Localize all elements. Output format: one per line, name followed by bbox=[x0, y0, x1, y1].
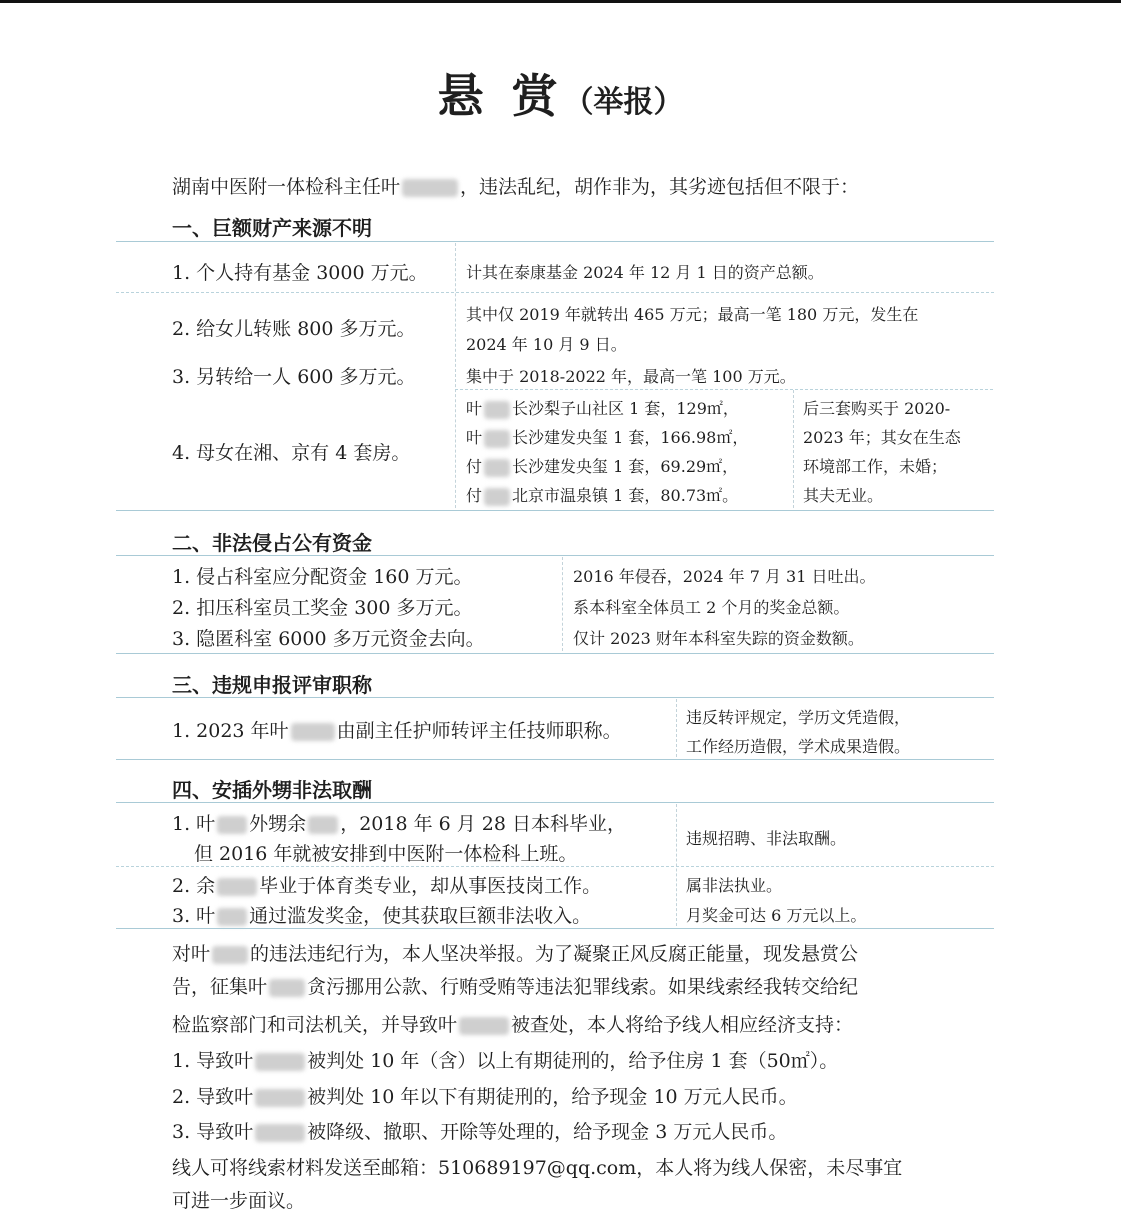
divider bbox=[116, 697, 994, 698]
redacted-name bbox=[212, 946, 248, 964]
divider bbox=[116, 510, 994, 511]
redacted-name bbox=[217, 816, 247, 834]
s1-item4-label: 4. 母女在湘、京有 4 套房。 bbox=[172, 442, 411, 464]
s3-detail: 违反转评规定，学历文凭造假， bbox=[686, 708, 911, 727]
divider bbox=[116, 802, 994, 803]
redacted-name bbox=[484, 488, 510, 506]
contact-line: 线人可将线索材料发送至邮箱：510689197@qq.com，本人将为线人保密，未尽事宜 bbox=[172, 1157, 903, 1179]
redacted-name bbox=[308, 816, 338, 834]
redacted-name bbox=[291, 723, 335, 741]
section1-heading: 一、巨额财产来源不明 bbox=[172, 216, 372, 240]
reward-line: 2. 导致叶 被判处 10 年以下有期徒刑的，给予现金 10 万元人民币。 bbox=[172, 1086, 798, 1108]
s1-item2-detail1: 其中仅 2019 年就转出 465 万元；最高一笔 180 万元，发生在 bbox=[466, 305, 919, 324]
property-note: 后三套购买于 2020- bbox=[803, 399, 951, 418]
closing-line: 检监察部门和司法机关，并导致叶 被查处，本人将给予线人相应经济支持： bbox=[172, 1014, 854, 1036]
reward-line: 1. 导致叶 被判处 10 年（含）以上有期徒刑的，给予住房 1 套（50㎡）。 bbox=[172, 1050, 839, 1072]
section4-heading: 四、安插外甥非法取酬 bbox=[172, 778, 372, 802]
s4-item1: 1. 叶 外甥余 ，2018 年 6 月 28 日本科毕业， bbox=[172, 813, 627, 835]
divider bbox=[116, 555, 994, 556]
redacted-name bbox=[484, 401, 510, 419]
property-row: 付 长沙建发央玺 1 套，69.29㎡， bbox=[466, 457, 739, 476]
s1-item1-label: 1. 个人持有基金 3000 万元。 bbox=[172, 262, 428, 284]
reward-line: 3. 导致叶 被降级、撤职、开除等处理的，给予现金 3 万元人民币。 bbox=[172, 1121, 788, 1143]
s1-item3-label: 3. 另转给一人 600 多万元。 bbox=[172, 366, 416, 388]
section2-heading: 二、非法侵占公有资金 bbox=[172, 531, 372, 555]
col-divider bbox=[793, 390, 794, 508]
intro-line: 湖南中医附一体检科主任叶 ，违法乱纪，胡作非为，其劣迹包括但不限于： bbox=[172, 176, 860, 198]
s4-detail: 属非法执业。 bbox=[686, 876, 783, 895]
row-divider bbox=[116, 292, 994, 293]
divider bbox=[116, 928, 994, 929]
property-note: 其夫无业。 bbox=[803, 486, 884, 505]
closing-line: 对叶 的违法违纪行为，本人坚决举报。为了凝聚正风反腐正能量，现发悬赏公 bbox=[172, 943, 859, 965]
redacted-name bbox=[269, 979, 305, 997]
s4-item2: 2. 余 毕业于体育类专业，却从事医技岗工作。 bbox=[172, 875, 602, 897]
redacted-name bbox=[217, 878, 257, 896]
divider bbox=[116, 759, 994, 760]
closing-line: 告，征集叶 贪污挪用公款、行贿受贿等违法犯罪线索。如果线索经我转交给纪 bbox=[172, 976, 859, 998]
s2-row-detail: 2016 年侵吞，2024 年 7 月 31 日吐出。 bbox=[573, 567, 876, 586]
title-sub: （举报） bbox=[563, 85, 684, 120]
top-border bbox=[0, 0, 1121, 3]
s2-row-detail: 系本科室全体员工 2 个月的奖金总额。 bbox=[573, 598, 850, 617]
redacted-name bbox=[255, 1124, 305, 1142]
s1-item1-detail: 计其在泰康基金 2024 年 12 月 1 日的资产总额。 bbox=[466, 263, 824, 282]
property-row: 付 北京市温泉镇 1 套，80.73㎡。 bbox=[466, 486, 739, 505]
s4-item1-line2: 但 2016 年就被安排到中医附一体检科上班。 bbox=[194, 843, 578, 865]
s1-item2-label: 2. 给女儿转账 800 多万元。 bbox=[172, 318, 416, 340]
redacted-name bbox=[484, 459, 510, 477]
property-row: 叶 长沙建发央玺 1 套，166.98㎡， bbox=[466, 428, 749, 447]
divider bbox=[116, 241, 994, 242]
s4-item3: 3. 叶 通过滥发奖金，使其获取巨额非法收入。 bbox=[172, 905, 592, 927]
redacted-name bbox=[255, 1089, 305, 1107]
page-title bbox=[0, 60, 1121, 126]
s1-item2-detail2: 2024 年 10 月 9 日。 bbox=[466, 335, 627, 354]
col-divider bbox=[562, 557, 563, 651]
redacted-name bbox=[459, 1017, 509, 1035]
s2-row-label: 2. 扣压科室员工奖金 300 多万元。 bbox=[172, 597, 473, 619]
redacted-name bbox=[402, 179, 458, 197]
s4-detail: 违规招聘、非法取酬。 bbox=[686, 829, 847, 848]
s1-item3-detail: 集中于 2018-2022 年，最高一笔 100 万元。 bbox=[466, 367, 796, 386]
col-divider bbox=[676, 699, 677, 757]
redacted-name bbox=[255, 1053, 305, 1071]
row-divider bbox=[116, 866, 994, 867]
redacted-name bbox=[484, 430, 510, 448]
s3-item: 1. 2023 年叶 由副主任护师转评主任技师职称。 bbox=[172, 720, 622, 742]
col-divider bbox=[455, 243, 456, 508]
s3-detail: 工作经历造假，学术成果造假。 bbox=[686, 737, 911, 756]
row-divider bbox=[455, 389, 993, 390]
property-note: 2023 年；其女在生态 bbox=[803, 428, 961, 447]
col-divider bbox=[676, 804, 677, 926]
redacted-name bbox=[217, 908, 247, 926]
section3-heading: 三、违规申报评审职称 bbox=[172, 673, 372, 697]
s2-row-detail: 仅计 2023 财年本科室失踪的资金数额。 bbox=[573, 629, 864, 648]
title-main: 悬 赏 bbox=[437, 69, 564, 123]
property-note: 环境部工作，未婚； bbox=[803, 457, 948, 476]
contact-line-end: 可进一步面议。 bbox=[172, 1190, 306, 1212]
s2-row-label: 3. 隐匿科室 6000 多万元资金去向。 bbox=[172, 628, 485, 650]
s2-row-label: 1. 侵占科室应分配资金 160 万元。 bbox=[172, 566, 473, 588]
property-row: 叶 长沙梨子山社区 1 套，129㎡， bbox=[466, 399, 739, 418]
s4-detail: 月奖金可达 6 万元以上。 bbox=[686, 906, 867, 925]
divider bbox=[116, 653, 994, 654]
